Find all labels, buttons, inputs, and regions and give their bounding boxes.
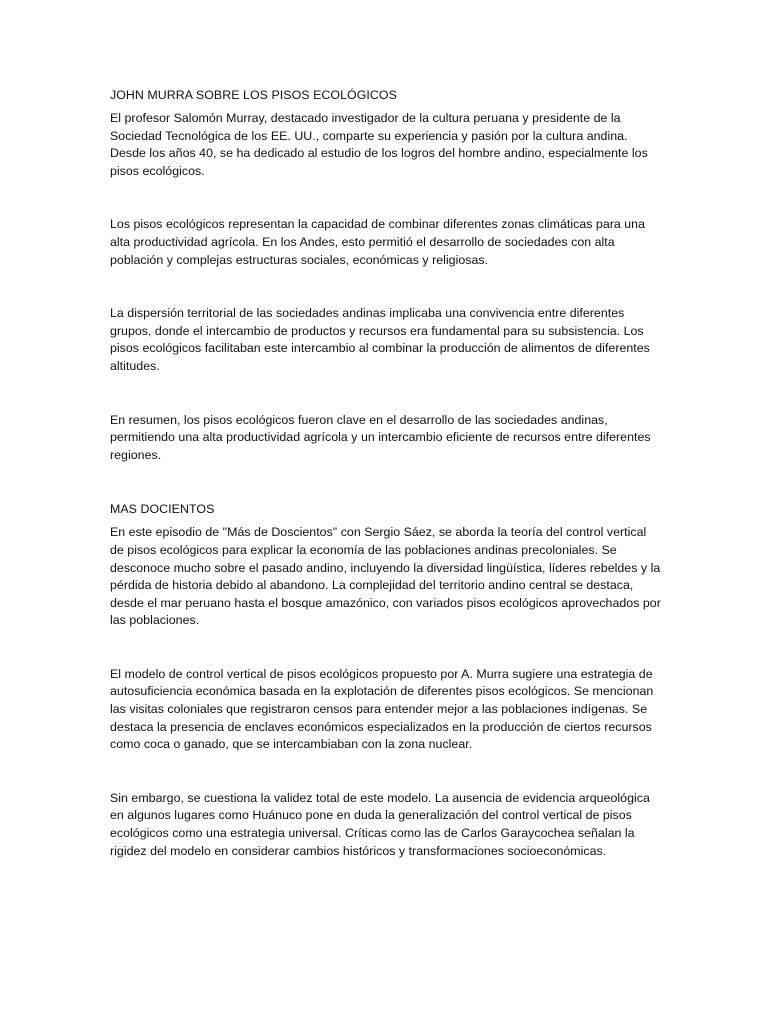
paragraph-episodio: En este episodio de "Más de Doscientos" con Sergio Sáez, se aborda la teoría del control vertical de pisos ecológicos para explicar la economía de las poblaciones andinas precoloniales. Se desconoce mucho sobre el pasado andino, incluyendo la diversidad lingüística, líderes rebeldes y la pérdida de historia debido al abandono. La complejidad del territorio andino central se destaca, desde el mar peruano hasta el bosque amazónico, con variados pisos ecológicos aprovechados por las poblaciones. bbox=[110, 525, 661, 628]
paragraph-spacer bbox=[110, 754, 662, 790]
paragraph-critica: Sin embargo, se cuestiona la validez total de este modelo. La ausencia de evidencia arqueológica en algunos lugares como Huánuco pone en duda la generalización del control vertical de pisos ecológicos como una estrategia universal. Críticas como las de Carlos Garaycochea señalan la rigidez del modelo en considerar cambios históricos y transformaciones socioeconómicas. bbox=[110, 790, 650, 858]
paragraph-spacer bbox=[110, 180, 662, 216]
paragraph-resumen: En resumen, los pisos ecológicos fueron clave en el desarrollo de las sociedades andinas, permitiendo una alta productividad agrícola y un intercambio eficiente de recursos entre diferentes regiones. bbox=[110, 412, 651, 462]
paragraph-dispersion: La dispersión territorial de las sociedades andinas implicaba una convivencia entre diferentes grupos, donde el intercambio de productos y recursos era fundamental para su subsistencia. Los pisos ecológicos facilitaban este intercambio al combinar la producción de alimentos de diferentes altitudes. bbox=[110, 306, 650, 373]
document-page bbox=[110, 86, 662, 860]
section-spacer bbox=[110, 464, 662, 500]
section-title-john-murra: JOHN MURRA SOBRE LOS PISOS ECOLÓGICOS bbox=[110, 88, 397, 102]
paragraph-modelo: El modelo de control vertical de pisos ecológicos propuesto por A. Murra sugiere una estrategia de autosuficiencia económica basada en la explotación de diferentes pisos ecológicos. Se mencionan las visitas coloniales que registraron censos para entender mejor a las poblaciones indígenas. Se destaca la presencia de enclaves económicos especializados en la producción de ciertos recursos como coca o ganado, que se intercambiaban con la zona nuclear. bbox=[110, 666, 654, 752]
paragraph-spacer bbox=[110, 376, 662, 412]
paragraph-spacer bbox=[110, 630, 662, 666]
paragraph-intro: El profesor Salomón Murray, destacado investigador de la cultura peruana y presidente de la Sociedad Tecnológica de los EE. UU., comparte su experiencia y pasión por la cultura andina. Desde los años 40, se ha dedicado al estudio de los logros del hombre andino, especialmente los pisos ecológicos. bbox=[110, 111, 648, 178]
section-title-mas-docientos: MAS DOCIENTOS bbox=[110, 502, 215, 517]
paragraph-spacer bbox=[110, 269, 662, 305]
paragraph-pisos-definition: Los pisos ecológicos representan la capacidad de combinar diferentes zonas climáticas para una alta productividad agrícola. En los Andes, esto permitió el desarrollo de sociedades con alta población y complejas estructuras sociales, económicas y religiosas. bbox=[110, 217, 645, 267]
